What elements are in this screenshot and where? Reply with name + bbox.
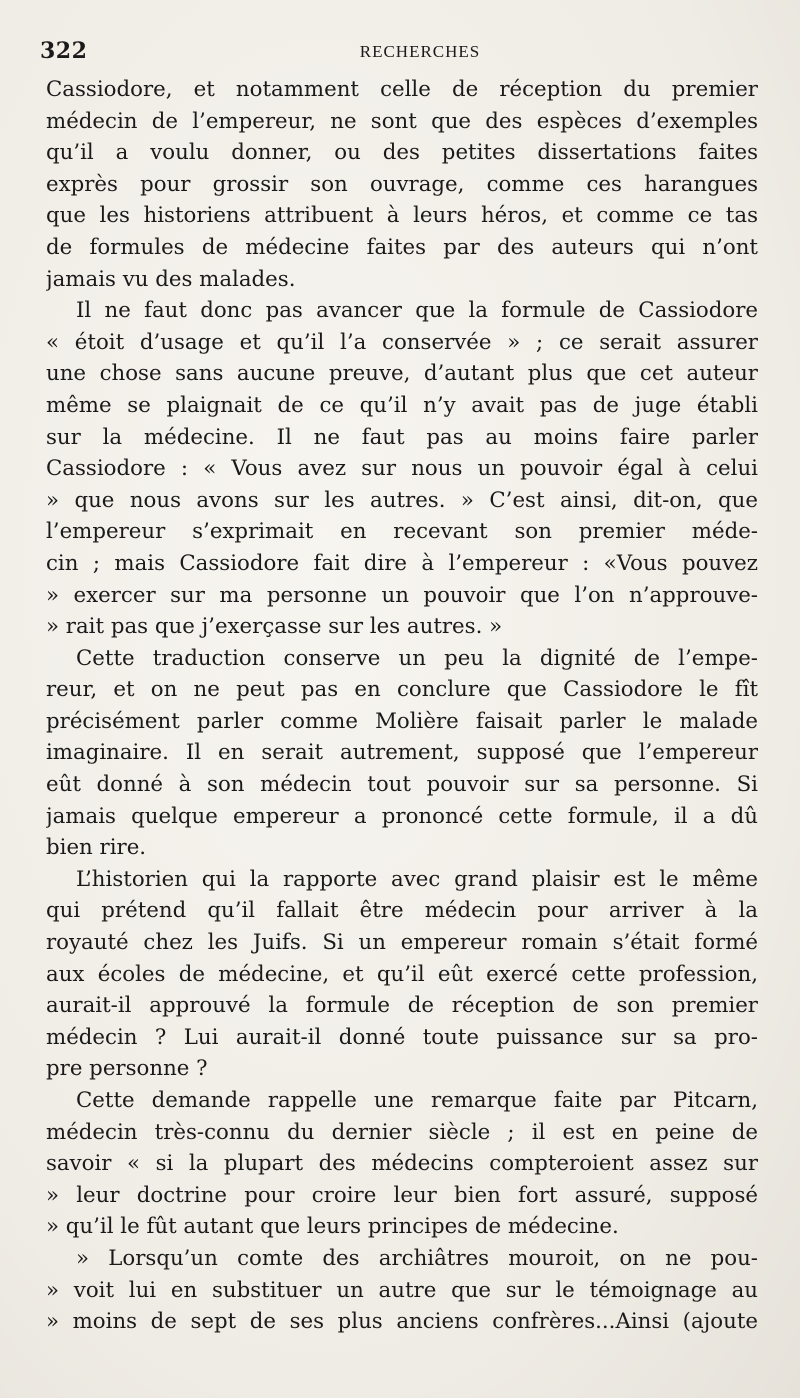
- text-line: » rait pas que j’exerçasse sur les autres. »: [46, 614, 503, 640]
- running-head: RECHERCHES: [359, 42, 481, 61]
- text-line: » Lorsqu’un comte des archiâtres mouroit, on ne pou-: [76, 1245, 758, 1271]
- body-text: [46, 74, 758, 1338]
- text-line: royauté chez les Juifs. Si un empereur romain s’était formé: [46, 930, 758, 956]
- text-line: « étoit d’usage et qu’il l’a conservée » ; ce serait assurer: [46, 329, 758, 355]
- text-line: précisément parler comme Molière faisait parler le malade: [46, 708, 758, 734]
- text-line: même se plaignait de ce qu’il n’y avait pas de juge établi: [46, 392, 758, 418]
- text-line: imaginaire. Il en serait autrement, supposé que l’empereur: [46, 740, 758, 766]
- text-line: aurait-il approuvé la formule de réception de son premier: [46, 993, 758, 1019]
- text-line: Cassiodore, et notamment celle de réception du premier: [46, 77, 758, 102]
- text-line: que les historiens attribuent à leurs héros, et comme ce tas: [46, 203, 758, 229]
- text-line: pre personne ?: [46, 1056, 208, 1082]
- text-line: bien rire.: [46, 835, 147, 861]
- text-line: exprès pour grossir son ouvrage, comme ces harangues: [46, 171, 758, 197]
- text-line: reur, et on ne peut pas en conclure que Cassiodore le fît: [46, 677, 758, 703]
- text-line: de formules de médecine faites par des auteurs qui n’ont: [46, 234, 758, 260]
- text-line: médecin ? Lui aurait-il donné toute puissance sur sa pro-: [46, 1024, 758, 1050]
- text-line: médecin très-connu du dernier siècle ; il est en peine de: [46, 1119, 758, 1145]
- text-line: » leur doctrine pour croire leur bien fort assuré, supposé: [46, 1182, 758, 1208]
- text-line: eût donné à son médecin tout pouvoir sur sa personne. Si: [46, 772, 758, 798]
- text-line: » qu’il le fût autant que leurs principes de médecine.: [46, 1214, 619, 1240]
- text-line: aux écoles de médecine, et qu’il eût exercé cette profession,: [46, 961, 758, 987]
- text-line: Cassiodore : « Vous avez sur nous un pouvoir égal à celui: [46, 456, 758, 482]
- text-line: jamais vu des malades.: [46, 266, 296, 292]
- text-line: » que nous avons sur les autres. » C’est ainsi, dit-on, que: [46, 487, 758, 513]
- text-line: l’empereur s’exprimait en recevant son premier méde-: [46, 519, 758, 545]
- text-line: » voit lui en substituer un autre que sur le témoignage au: [46, 1277, 758, 1303]
- text-line: L’historien qui la rapporte avec grand plaisir est le même: [76, 866, 758, 892]
- text-line: Cette demande rappelle une remarque faite par Pitcarn,: [76, 1088, 758, 1113]
- text-line: médecin de l’empereur, ne sont que des espèces d’exemples: [46, 108, 758, 134]
- text-line: cin ; mais Cassiodore fait dire à l’empereur : «Vous pouvez: [46, 550, 758, 576]
- text-line: une chose sans aucune preuve, d’autant plus que cet auteur: [46, 361, 758, 387]
- text-line: jamais quelque empereur a prononcé cette formule, il a dû: [46, 803, 758, 829]
- text-line: savoir « si la plupart des médecins compteroient assez sur: [46, 1151, 758, 1177]
- text-line: » exercer sur ma personne un pouvoir que l’on n’approuve-: [46, 582, 758, 608]
- text-line: Cette traduction conserve un peu la dignité de l’empe-: [76, 645, 758, 671]
- page-header: [40, 38, 760, 68]
- text-line: sur la médecine. Il ne faut pas au moins faire parler: [46, 424, 758, 450]
- text-line: Il ne faut donc pas avancer que la formule de Cassiodore: [76, 298, 758, 324]
- text-line: qui prétend qu’il fallait être médecin pour arriver à la: [46, 898, 758, 924]
- text-line: qu’il a voulu donner, ou des petites dissertations faites: [46, 140, 758, 166]
- text-line: » moins de sept de ses plus anciens confrères...Ainsi (ajoute: [46, 1309, 758, 1335]
- page-number: 322: [40, 38, 88, 64]
